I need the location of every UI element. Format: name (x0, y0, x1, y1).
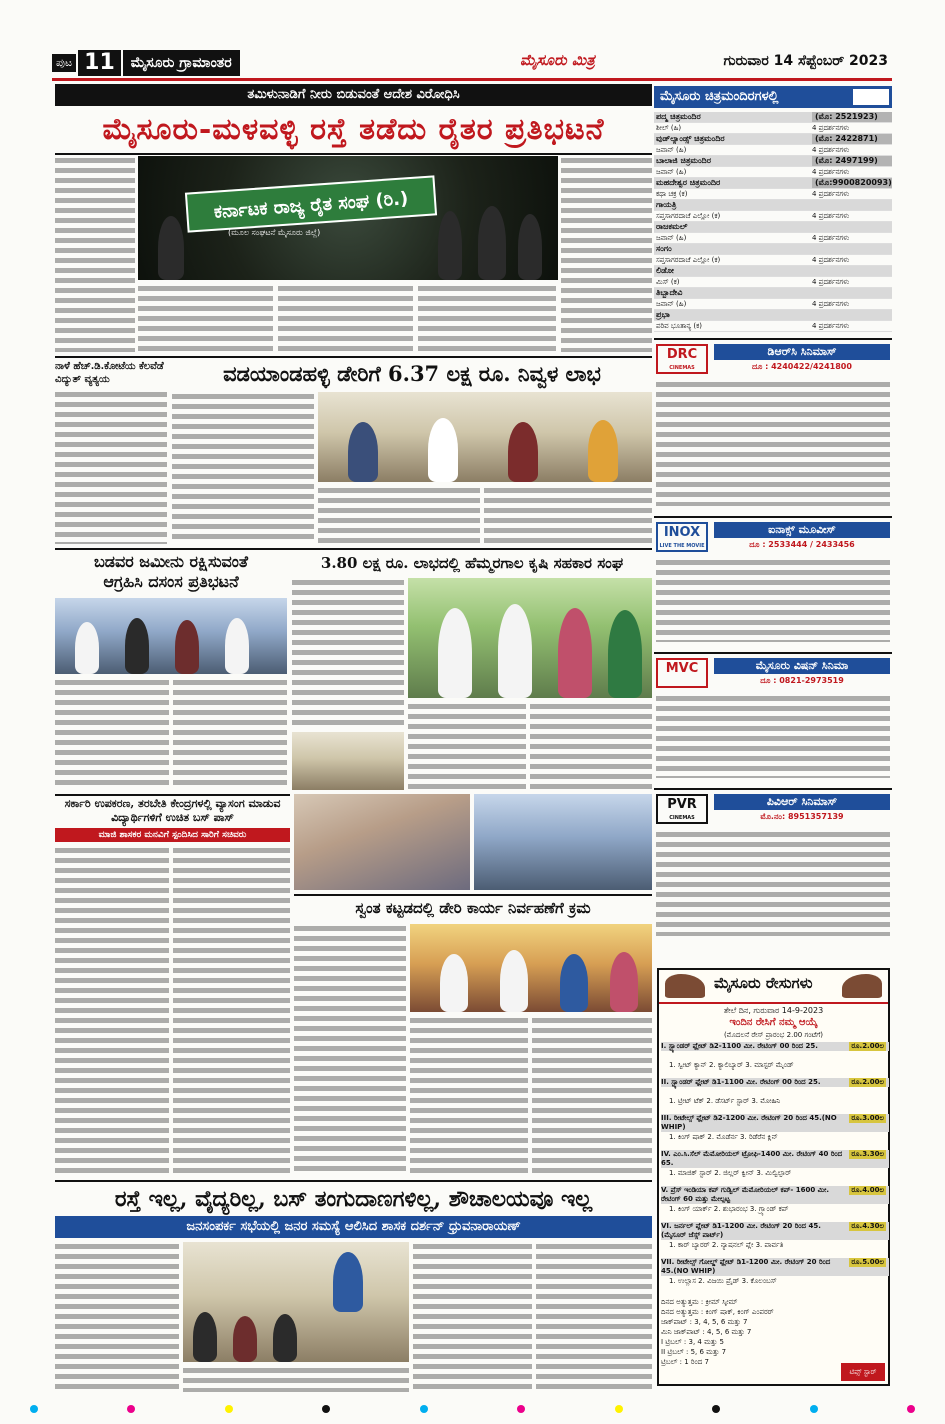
cinema-name-row (654, 112, 892, 123)
land-protest-photo (55, 598, 287, 674)
cinema-listings-title: ಮೈಸೂರು ಚಿತ್ರಮಂದಿರಗಳಲ್ಲಿ (660, 89, 779, 104)
attendee-figure (438, 608, 472, 698)
cinema-row-info: 4 ಪ್ರದರ್ಶನಗಳು (812, 299, 850, 308)
cinema-table (654, 112, 892, 332)
coop-headline: 3.80 ಲಕ್ಷ ರೂ. ಲಾಭದಲ್ಲಿ ಹೆಮ್ಮರಗಾಲ ಕೃಷಿ ಸಹಕಾರ ಸಂಘ (320, 554, 624, 572)
race-label: III. ರೀಟೇಲ್ಸ್ ಫ್ಲೇಟ್ ಡಿ2-1200 ಮೀ. ರೇಟಿಂಗ್ 20 ರಿಂದ 45.(NO WHIP) (661, 1114, 889, 1132)
print-registration-marks (30, 1405, 915, 1417)
cyan-dot (420, 1405, 428, 1413)
race-summary-line: ಜಾಕ್‌ಪಾಟ್ : 3, 4, 5, 6 ಮತ್ತು 7 (661, 1318, 748, 1326)
bus-pass-headline: ಸರ್ಕಾರಿ ಉಪಕರಣ, ತರಬೇತಿ ಕೇಂದ್ರಗಳಲ್ಲಿ ವ್ಯಾಸಂಗ ಮಾಡುವ ವಿದ್ಯಾರ್ಥಿಗಳಿಗೆ ಉಚಿತ ಬಸ್ ಪಾಸ್ (64, 797, 281, 824)
race-pick: 1. ಸ್ವೀಟ್ ಕ್ಯಾನ್ 2. ಕ್ಯಾಲಿಬ್ಯಾರ್ 3. ಮಾಸ್ಟರ್ ಮೈಂಡ್ (669, 1061, 794, 1069)
cinema-name-row (654, 288, 892, 299)
cinema-show-row (654, 167, 892, 178)
magenta-dot (127, 1405, 135, 1413)
group-photo-left (294, 794, 470, 890)
cinema-row-name: ಶೀಲ್ (ಹಿ) (656, 123, 682, 132)
attendee-figure (500, 950, 528, 1012)
cinema-row-name: ಮಿಸ್ (ಕ) (656, 277, 680, 286)
attendee-figure (428, 418, 458, 482)
protester-figure (75, 622, 99, 674)
lead-article-col-3 (278, 284, 413, 352)
attendee-figure (498, 604, 532, 698)
section-name: ಮೈಸೂರು ಗ್ರಾಮಾಂತರ (123, 50, 240, 76)
cinema-row-info: (ಮೊ: 2521923) (812, 112, 892, 122)
multiplex-logo (656, 344, 708, 374)
tips-badge: ಟಿಪ್ಸ್ ಸ್ಟಾರ್ (841, 1363, 885, 1381)
race-picks-heading: ಇಂದಿನ ರೇಸಿಗೆ ನಮ್ಮ ಆಯ್ಕೆ (729, 1017, 818, 1028)
page-tag: ಪುಟ (52, 54, 76, 72)
cinema-row-info: 4 ಪ್ರದರ್ಶನಗಳು (812, 277, 850, 286)
race-summary-line: ಮಿನಿ ಜಾಕ್‌ಪಾಟ್ : 4, 5, 6 ಮತ್ತು 7 (661, 1328, 752, 1336)
bus-pass-article-col-2 (173, 846, 290, 1176)
farmers-banner (185, 175, 437, 232)
multiplex-phone: ಮೊ.ನಂ: 8951357139 (760, 812, 844, 821)
protester-figure (175, 620, 199, 674)
cyan-dot (810, 1405, 818, 1413)
land-article-col-1 (55, 678, 169, 790)
cinema-row-name: ಗಾಯತ್ರಿ (656, 200, 677, 209)
coop-article-col-3 (530, 702, 652, 790)
land-headline-2: ಆಗ್ರಹಿಸಿ ದಸಂಸ ಪ್ರತಿಭಟನೆ (103, 572, 239, 591)
cinema-row-info: 4 ಪ್ರದರ್ಶನಗಳು (812, 123, 850, 132)
magenta-dot (517, 1405, 525, 1413)
multiplex-block (654, 516, 892, 644)
race-label: VI. ಜರ್ನಲ್ ಪ್ಲೇಟ್ ಡಿ1-1200 ಮೀ. ರೇಟಿಂಗ್ 20 ರಿಂದ 45. (ಮೈಸೂರ್ ಜೆಸ್ಸ್ ಪಾರ್ಟ್) (661, 1222, 889, 1240)
cinema-row-info: 4 ಪ್ರದರ್ಶನಗಳು (812, 145, 850, 154)
race-divider (659, 1002, 888, 1004)
cinema-row-name: ಬಾಲಾಜಿ ಚಿತ್ರಮಂದಿರ (656, 156, 711, 165)
multiplex-logo-text: INOX (663, 525, 701, 540)
cinema-row-info: (ಮೊ: 2497199) (812, 156, 892, 166)
multiplex-logo-subtext: CINEMAS (669, 365, 695, 371)
lead-headline: ಮೈಸೂರು-ಮಳವಳ್ಳಿ ರಸ್ತೆ ತಡೆದು ರೈತರ ಪ್ರತಿಭಟನೆ (102, 112, 605, 147)
multiplex-block (654, 338, 892, 508)
protester-figure (158, 216, 184, 280)
multiplex-name: ಐನಾಕ್ಸ್ ಮೂವೀಸ್ (714, 522, 890, 538)
cyan-dot (30, 1405, 38, 1413)
cinema-name-row (654, 178, 892, 189)
page-number: 11 (78, 50, 121, 76)
cinema-name-row (654, 222, 892, 233)
protester-figure (125, 618, 149, 674)
cinema-row-info: (ಮೊ:9900820093) (812, 178, 892, 188)
land-headline-1: ಬಡವರ ಜಮೀನು ರಕ್ಷಿಸುವಂತೆ (93, 552, 249, 571)
showtimes-list (656, 558, 890, 642)
divider (294, 894, 652, 896)
divider (55, 1180, 652, 1182)
black-dot (322, 1405, 330, 1413)
horse-icon (665, 974, 705, 998)
race-pick: 1. ಟ್ರೀಟ್ ಟೆಕ್ 2. ಡೆಸರ್ಟ್ ಸ್ಟಾರ್ 3. ಮೋಹಿನಿ (669, 1097, 781, 1105)
cinema-row-name: ಸಪ್ತಸಾಗರದಾಚೆ ಎಲ್ಲೋ (ಕ) (656, 211, 721, 220)
cinema-show-row (654, 123, 892, 134)
lead-article-col-1 (55, 156, 135, 352)
paper-name: ಮೈಸೂರು ಮಿತ್ರ (520, 51, 595, 69)
masthead (52, 47, 892, 81)
multiplex-block (654, 788, 892, 938)
multiplex-name: ಪಿವಿಆರ್ ಸಿನಿಮಾಸ್ (714, 794, 890, 810)
yellow-dot (225, 1405, 233, 1413)
bus-pass-article-col-1 (55, 846, 169, 1176)
race-prize: ರೂ.2.00ಲ (851, 1078, 884, 1086)
bus-pass-subhead: ಮಾಜಿ ಶಾಸಕರ ಮನವಿಗೆ ಸ್ಪಂದಿಸಿದ ಸಾರಿಗೆ ಸಚಿವರು (55, 828, 290, 842)
attendee-figure (560, 954, 588, 1012)
cinema-row-name: ಜವಾನ್ (ಹಿ) (656, 299, 687, 308)
race-summary-line: I ಟ್ರಿಬಲ್ : 3, 4 ಮತ್ತು 5 (661, 1338, 724, 1346)
theatre-icon (853, 89, 889, 105)
dairy-meeting-photo (318, 392, 652, 482)
public-meeting-photo (183, 1242, 409, 1362)
protester-figure (225, 618, 249, 674)
cinema-name-row (654, 200, 892, 211)
attendee-figure (588, 420, 618, 482)
race-label: IV. ಎಂ.ಸಿ.ಸೆಲ್ ಮೆಮೋರಿಯಲ್ ಟ್ರೋಫಿ-1400 ಮೀ. ರೇಟಿಂಗ್ 40 ರಿಂದ 65. (661, 1150, 889, 1168)
group-photo-right (474, 794, 652, 890)
cinema-row-name: ಲಿಡೋ (656, 266, 674, 275)
showtimes-list (656, 830, 890, 936)
multiplex-logo-subtext: CINEMAS (669, 815, 695, 821)
cinema-name-row (654, 310, 892, 321)
race-prize: ರೂ.5.00ಲ (851, 1258, 884, 1266)
divider (55, 356, 652, 358)
coop-award-photo (408, 578, 652, 698)
race-summary-line: ದಿನದ ಅತ್ಯುತ್ತಮ : ಕಿಂಗ್ ಷಾಕ್, ಕಿಂಗ್ ಎಂಪರರ್ (661, 1308, 774, 1316)
multiplex-logo (656, 794, 708, 824)
cinema-row-name: ಪ್ರಭಾ (656, 310, 670, 319)
divider (55, 794, 290, 796)
coop-meeting-photo (292, 732, 404, 790)
building-article-col-1 (294, 924, 406, 1176)
race-pick: 1. ಮಾಜಿಕ್ ಸ್ಟಾರ್ 2. ಜಿಲ್ಲರ್ ಕ್ವೀನ್ 3. ಮಿಲ್ವಿಲ್ಪಾರ್ (669, 1169, 792, 1177)
multiplex-phone: ದೂ : 2533444 / 2433456 (749, 540, 855, 549)
bottom-article-col-1 (55, 1242, 179, 1392)
race-prize: ರೂ.3.30ಲ (851, 1150, 884, 1158)
cinema-row-name: ತಿಬ್ಬಾದೇವಿ (656, 288, 683, 297)
cinema-show-row (654, 255, 892, 266)
race-prize: ರೂ.2.00ಲ (851, 1042, 884, 1050)
cinema-row-name: ಪರಿವ ಭೂತಾನ್ಯ (ಕ) (656, 321, 703, 330)
yellow-dot (615, 1405, 623, 1413)
race-summary-line: ಟ್ರಿಬಲ್ : 1 ರಿಂದ 7 (661, 1358, 709, 1366)
race-date: ತೇಲೆ ದಿನ, ಗುರುವಾರ 14-9-2023 (723, 1006, 824, 1015)
lead-article-col-2 (138, 284, 273, 352)
showtimes-list (656, 694, 890, 778)
cinema-row-name: ಮಹದೇಶ್ವರ ಚಿತ್ರಮಂದಿರ (656, 178, 721, 187)
building-photo (410, 924, 652, 1012)
audience-figure (273, 1314, 297, 1362)
dairy-headline: ವಡಯಾಂಡಹಳ್ಳಿ ಡೇರಿಗೆ 6.37 ಲಕ್ಷ ರೂ. ನಿವ್ವಳ ಲಾಭ (223, 361, 601, 386)
multiplex-phone: ದೂ : 4240422/4241800 (752, 362, 852, 371)
lead-kicker: ತಮಿಳುನಾಡಿಗೆ ನೀರು ಬಿಡುವಂತೆ ಆದೇಶ ವಿರೋಧಿಸಿ (55, 84, 652, 106)
cinema-row-name: ಜವಾನ್ (ಹಿ) (656, 233, 687, 242)
race-pick: 1. ಕಿಂಗ್ ಯಾರ್ಕ್ 2. ಶುಭಾರಂಭ 3. ಗ್ರ್ಯಾಂಡ್ ಕಪ್ (669, 1205, 789, 1213)
multiplex-logo-text: MVC (665, 661, 699, 676)
cinema-row-info: 4 ಪ್ರದರ್ಶನಗಳು (812, 167, 850, 176)
attendee-figure (610, 952, 638, 1012)
race-prize: ರೂ.3.00ಲ (851, 1114, 884, 1122)
coop-article-col-2 (408, 702, 526, 790)
multiplex-logo (656, 658, 708, 688)
protester-figure (438, 211, 462, 280)
multiplex-logo-subtext: LIVE THE MOVIE (659, 543, 705, 549)
race-pick: 1. ಕಿಂಗ್ ಷಾಕ್ 2. ಮೊಡೆರ್ನ 3. ರಿಡೆರೆನ ಕ್ಲಿನ್ (669, 1133, 778, 1141)
banner-text: ಕರ್ನಾಟಕ ರಾಜ್ಯ ರೈತ ಸಂಘ (ರಿ.) (213, 188, 409, 223)
horse-icon (842, 974, 882, 998)
speaker-figure (333, 1252, 363, 1312)
coop-article-col-1 (292, 578, 404, 728)
race-label: VII. ರೀಟೇಲ್ಸ್ ಗೋಲ್ಡ್ ಫ್ಲೇಟ್ ಡಿ1-1200 ಮೀ. ರೇಟಿಂಗ್ 20 ರಿಂದ 45.(NO WHIP) (661, 1258, 889, 1276)
bottom-headline: ರಸ್ತೆ ಇಲ್ಲ, ವೈದ್ಯರಿಲ್ಲ, ಬಸ್ ತಂಗುದಾಣಗಳಿಲ್ಲ, ಶೌಚಾಲಯವೂ ಇಲ್ಲ (114, 1186, 593, 1212)
bottom-article-col-3 (413, 1242, 532, 1392)
multiplex-logo (656, 522, 708, 552)
cinema-show-row (654, 211, 892, 222)
cinema-row-info: 4 ಪ್ರದರ್ಶನಗಳು (812, 189, 850, 198)
cinema-row-name: ಜವಾನ್ (ಹಿ) (656, 145, 687, 154)
cinema-row-info: 4 ಪ್ರದರ್ಶನಗಳು (812, 255, 850, 264)
cinema-row-name: ಸಂಗಂ (656, 244, 672, 253)
cinema-row-name: ಜವಾನ್ (ಹಿ) (656, 167, 687, 176)
race-summary-line: ದಿನದ ಅತ್ಯುತ್ತಮ : ಕ್ರೀಮ್ ಸ್ಕೀಮ್ (661, 1298, 738, 1306)
multiplex-name: ಮೈಸೂರು ವಿಷನ್ ಸಿನಿಮಾ (714, 658, 890, 674)
multiplex-block (654, 652, 892, 780)
cinema-listings-heading (654, 86, 892, 108)
race-pick: 1. ಉಲ್ಲಾಸ 2. ವಿಜಯಿ ಪ್ರೈಡ್ 3. ಕೊಲಂಬಸ್ (669, 1277, 777, 1285)
black-dot (712, 1405, 720, 1413)
audience-figure (193, 1312, 217, 1362)
race-title: ಮೈಸೂರು ರೇಸುಗಳು (714, 974, 813, 992)
cinema-name-row (654, 244, 892, 255)
multiplex-phone: ದೂ : 0821-2973519 (760, 676, 844, 685)
cinema-name-row (654, 266, 892, 277)
cinema-show-row (654, 277, 892, 288)
lead-photo (138, 156, 558, 280)
attendee-figure (508, 422, 538, 482)
race-label: I. ಸ್ಟ್ಯಾಂಡರ್ ಫ್ಲೇಟ್ ಡಿ2-1100 ಮೀ. ರೇಟಿಂಗ್ 00 ರಿಂದ 25. (661, 1042, 889, 1051)
cinema-row-info: 4 ಪ್ರದರ್ಶನಗಳು (812, 233, 850, 242)
cinema-row-name: ಕಥಾ ಚಕ್ರ (ಕ) (656, 189, 688, 198)
cinema-row-name: ಪದ್ಮ ಚಿತ್ರಮಂದಿರ (656, 112, 701, 121)
cinema-show-row (654, 321, 892, 332)
race-label: V. ಪ್ರೆಸ್ ಇಂಡಿಯಾ ಕಪ್ ಗುಡ್ವಿಲ್ ಮೆಮೋರಿಯಲ್ ಕಪ್- 1600 ಮೀ. ರೇಟಿಂಗ್ 60 ಮತ್ತು ಮೇಲ್ಪಟ್ಟ (661, 1186, 889, 1204)
cinema-show-row (654, 299, 892, 310)
divider (55, 153, 652, 155)
banner-subtext: (ಮೂಲ ಸಂಘಟನೆ ಮೈಸೂರು ಜಿಲ್ಲೆ) (228, 228, 321, 237)
race-start-time: (ಮೊದಲನೆ ರೇಸ್ ಪ್ರಾರಂಭ 2.00 ಗಂಟೆಗೆ) (723, 1031, 824, 1039)
power-cut-headline: ನಾಳೆ ಹೆಚ್.ಡಿ.ಕೋಟೆಯ ಕೆಲವೆಡೆ ವಿದ್ಯುತ್ ವ್ಯತ್ಯಯ (55, 361, 164, 385)
cinema-row-info: (ಮೊ: 2422871) (812, 134, 892, 144)
cinema-show-row (654, 189, 892, 200)
magenta-dot (907, 1405, 915, 1413)
bottom-subhead: ಜನಸಂಪರ್ಕ ಸಭೆಯಲ್ಲಿ ಜನರ ಸಮಸ್ಯೆ ಆಲಿಸಿದ ಶಾಸಕ ದರ್ಶನ್ ಧ್ರುವನಾರಾಯಣ್ (55, 1216, 652, 1238)
divider (55, 548, 652, 550)
cinema-show-row (654, 145, 892, 156)
cinema-name-row (654, 156, 892, 167)
attendee-figure (558, 608, 592, 698)
issue-date: ಗುರುವಾರ 14 ಸೆಪ್ಟೆಂಬರ್ 2023 (723, 53, 888, 69)
dairy-article-col-2 (318, 486, 480, 544)
attendee-figure (348, 422, 378, 482)
audience-figure (233, 1316, 257, 1362)
dairy-article-col-3 (484, 486, 652, 544)
multiplex-name: ಡಿಆರ್‌ಸಿ ಸಿನಿಮಾಸ್ (714, 344, 890, 360)
building-article-col-2 (410, 1016, 528, 1176)
dairy-article-col-1 (172, 392, 314, 544)
building-headline: ಸ್ವಂತ ಕಟ್ಟಡದಲ್ಲಿ ಡೇರಿ ಕಾರ್ಯ ನಿರ್ವಹಣೆಗೆ ಕ್ರಮ (355, 899, 591, 917)
cinema-row-name: ರಾಜಕಮಲ್ (656, 222, 688, 231)
race-prize: ರೂ.4.00ಲ (851, 1186, 884, 1194)
building-article-col-3 (532, 1016, 652, 1176)
multiplex-logo-text: DRC (666, 347, 698, 362)
race-prize: ರೂ.4.30ಲ (851, 1222, 884, 1230)
attendee-figure (608, 610, 642, 698)
power-cut-article (55, 390, 167, 544)
cinema-row-info: 4 ಪ್ರದರ್ಶನಗಳು (812, 321, 850, 330)
lead-article-col-5 (418, 284, 556, 352)
multiplex-logo-text: PVR (667, 797, 697, 812)
land-article-col-2 (173, 678, 287, 790)
cinema-row-info: 4 ಪ್ರದರ್ಶನಗಳು (812, 211, 850, 220)
cinema-row-name: ವುಡ್‌ಲ್ಯಾಂಡ್ಸ್ ಚಿತ್ರಮಂದಿರ (656, 134, 725, 143)
cinema-show-row (654, 233, 892, 244)
cinema-row-name: ಸಪ್ತಸಾಗರದಾಚೆ ಎಲ್ಲೋ (ಕ) (656, 255, 721, 264)
bottom-article-col-2 (183, 1366, 409, 1392)
showtimes-list (656, 380, 890, 506)
bottom-article-col-4 (536, 1242, 652, 1392)
attendee-figure (440, 954, 468, 1012)
protester-figure (518, 214, 542, 280)
cinema-name-row (654, 134, 892, 145)
race-summary-line: II ಟ್ರಿಬಲ್ : 5, 6 ಮತ್ತು 7 (661, 1348, 727, 1356)
race-label: II. ಸ್ಟ್ಯಾಂಡರ್ ಫ್ಲೇಟ್ ಡಿ1-1100 ಮೀ. ರೇಟಿಂಗ್ 00 ರಿಂದ 25. (661, 1078, 889, 1087)
protester-figure (478, 206, 506, 280)
lead-article-col-4 (561, 156, 652, 352)
race-box (657, 968, 890, 1386)
race-pick: 1. ಕಾರ್ ಬ್ಯಾರರ್ 2. ನ್ಯಾಷನಲ್ ಪ್ಲೇ 3. ಪಾರ್ವತಿ (669, 1241, 784, 1249)
